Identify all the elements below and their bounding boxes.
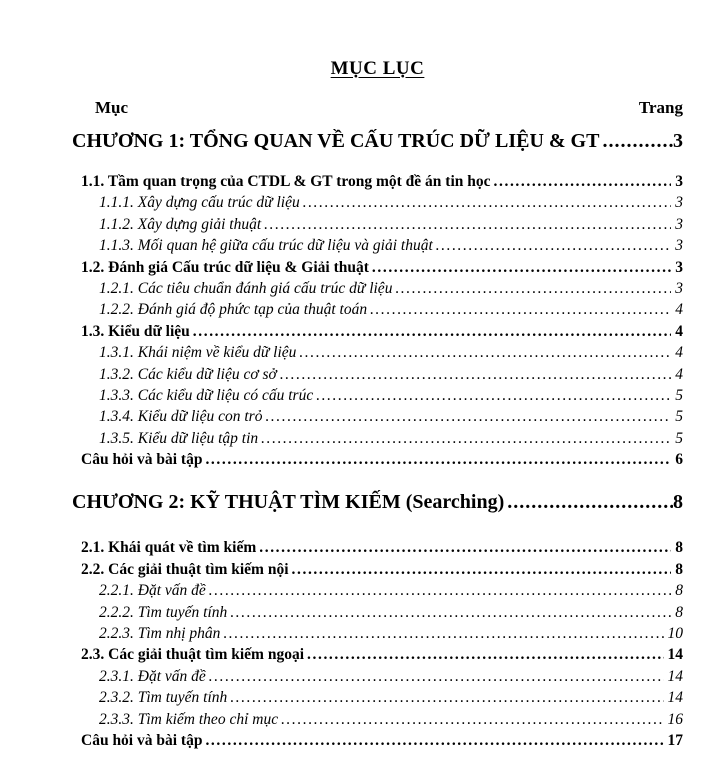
toc-entry-page: 3 — [675, 258, 683, 276]
toc-entry — [99, 709, 683, 730]
toc-entry-label: 1.3.4. Kiểu dữ liệu con trỏ — [99, 408, 263, 426]
toc-entry-page: 3 — [675, 237, 683, 255]
toc-entry — [99, 602, 683, 623]
column-header-page: Trang — [638, 98, 683, 117]
toc-entry-label: 1.2.2. Đánh giá độ phức tạp của thuật toán — [99, 301, 368, 319]
dot-leader — [205, 730, 663, 751]
dot-leader — [303, 192, 672, 213]
dot-leader — [209, 666, 664, 687]
dot-leader — [292, 559, 672, 580]
toc-entry-label: 1.1.1. Xây dựng cấu trúc dữ liệu — [99, 194, 300, 212]
dot-leader — [316, 385, 671, 406]
dot-leader — [209, 580, 671, 601]
toc-entry-label: 1.3.2. Các kiểu dữ liệu cơ sở — [99, 365, 277, 383]
toc-entry-page: 3 — [675, 194, 683, 212]
toc-entry-page: 8 — [675, 560, 683, 578]
dot-leader — [280, 364, 671, 385]
toc-entry — [99, 214, 683, 235]
toc-entry-label: 2.2.1. Đặt vấn đề — [99, 582, 206, 600]
toc-entry — [99, 235, 683, 256]
toc-entry — [99, 342, 683, 363]
toc-entry — [72, 489, 683, 516]
toc-entry — [99, 385, 683, 406]
dot-leader — [372, 257, 671, 278]
dot-leader — [507, 489, 673, 516]
toc-entry — [81, 171, 683, 192]
toc-entry-label: 2.1. Khái quát về tìm kiếm — [81, 539, 257, 557]
toc-entry — [99, 192, 683, 213]
dot-leader — [307, 644, 663, 665]
dot-leader — [494, 171, 672, 192]
toc-entry-page: 5 — [675, 429, 683, 447]
toc-entry-page: 5 — [675, 386, 683, 404]
toc-entry-label: 1.1.2. Xây dựng giải thuật — [99, 215, 262, 233]
toc-entry-page: 8 — [675, 539, 683, 557]
toc-entry — [72, 128, 683, 155]
toc-entry-page: 6 — [675, 451, 683, 469]
toc-entry-page: 4 — [675, 301, 683, 319]
dot-leader — [230, 687, 663, 708]
dot-leader — [261, 428, 671, 449]
column-header-item: Mục — [95, 98, 129, 117]
toc-entry-page: 4 — [675, 365, 683, 383]
toc-entry — [81, 730, 683, 751]
toc-entry — [81, 321, 683, 342]
dot-leader — [265, 406, 671, 427]
dot-leader — [299, 342, 671, 363]
toc-entry-page: 8 — [675, 582, 683, 600]
toc-entry-label: 1.2. Đánh giá Cấu trúc dữ liệu & Giải thuật — [81, 258, 369, 276]
toc-entry-label: 2.2. Các giải thuật tìm kiếm nội — [81, 560, 289, 578]
toc-entry-label: 1.3.3. Các kiểu dữ liệu có cấu trúc — [99, 386, 314, 404]
toc-list — [72, 128, 683, 751]
toc-entry-page: 3 — [675, 215, 683, 233]
toc-entry-page: 16 — [667, 710, 683, 728]
toc-entry-label: 2.3.2. Tìm tuyến tính — [99, 689, 228, 707]
toc-entry-page: 14 — [667, 667, 683, 685]
toc-entry-label: 2.2.3. Tìm nhị phân — [99, 625, 221, 643]
dot-leader — [259, 537, 671, 558]
toc-entry-label: 2.3. Các giải thuật tìm kiếm ngoại — [81, 646, 305, 664]
toc-entry-page: 17 — [667, 731, 683, 749]
toc-entry — [81, 644, 683, 665]
dot-leader — [395, 278, 671, 299]
toc-entry-label: 1.1. Tầm quan trọng của CTDL & GT trong một đề án tin học — [81, 173, 491, 190]
toc-entry-page: 14 — [667, 646, 683, 664]
toc-entry-label: 2.2.2. Tìm tuyến tính — [99, 603, 228, 621]
dot-leader — [370, 299, 671, 320]
dot-leader — [264, 214, 671, 235]
toc-entry — [99, 406, 683, 427]
toc-entry — [99, 623, 683, 644]
dot-leader — [281, 709, 663, 730]
dot-leader — [602, 128, 673, 155]
toc-entry — [81, 257, 683, 278]
toc-entry-label: 1.3.1. Khái niệm về kiểu dữ liệu — [99, 344, 297, 362]
dot-leader — [230, 602, 671, 623]
toc-entry-page: 3 — [675, 279, 683, 297]
toc-entry — [99, 278, 683, 299]
toc-entry — [81, 449, 683, 470]
toc-entry-label: 1.3. Kiểu dữ liệu — [81, 322, 190, 340]
toc-entry — [99, 364, 683, 385]
dot-leader — [193, 321, 671, 342]
toc-entry-page: 8 — [675, 603, 683, 621]
toc-entry-page: 8 — [673, 491, 683, 514]
dot-leader — [205, 449, 671, 470]
toc-entry — [99, 580, 683, 601]
toc-entry-label: CHƯƠNG 2: KỸ THUẬT TÌM KIẾM (Searching) — [72, 491, 505, 514]
toc-entry — [81, 537, 683, 558]
dot-leader — [436, 235, 671, 256]
toc-entry-page: 3 — [673, 130, 683, 152]
page-title: MỤC LỤC — [330, 58, 425, 79]
column-headers — [72, 97, 683, 119]
toc-entry — [99, 666, 683, 687]
dot-leader — [223, 623, 663, 644]
toc-entry-page: 14 — [667, 689, 683, 707]
toc-entry — [99, 428, 683, 449]
toc-entry-label: Câu hỏi và bài tập — [81, 731, 203, 749]
toc-entry-label: Câu hỏi và bài tập — [81, 451, 203, 469]
toc-entry-page: 10 — [667, 625, 683, 643]
toc-entry-page: 3 — [675, 173, 683, 190]
toc-entry-label: 2.3.1. Đặt vấn đề — [99, 667, 206, 685]
toc-entry-label: CHƯƠNG 1: TỔNG QUAN VỀ CẤU TRÚC DỮ LIỆU & GT — [72, 130, 600, 152]
toc-entry — [81, 559, 683, 580]
toc-entry-page: 5 — [675, 408, 683, 426]
toc-entry-page: 4 — [675, 322, 683, 340]
toc-entry-label: 1.1.3. Mối quan hệ giữa cấu trúc dữ liệu và giải thuật — [99, 237, 433, 255]
toc-entry-label: 2.3.3. Tìm kiếm theo chỉ mục — [99, 710, 279, 728]
toc-entry — [99, 687, 683, 708]
toc-entry-page: 4 — [675, 344, 683, 362]
toc-entry-label: 1.2.1. Các tiêu chuẩn đánh giá cấu trúc dữ liệu — [99, 279, 393, 297]
toc-entry — [99, 299, 683, 320]
toc-entry-label: 1.3.5. Kiểu dữ liệu tập tin — [99, 429, 259, 447]
